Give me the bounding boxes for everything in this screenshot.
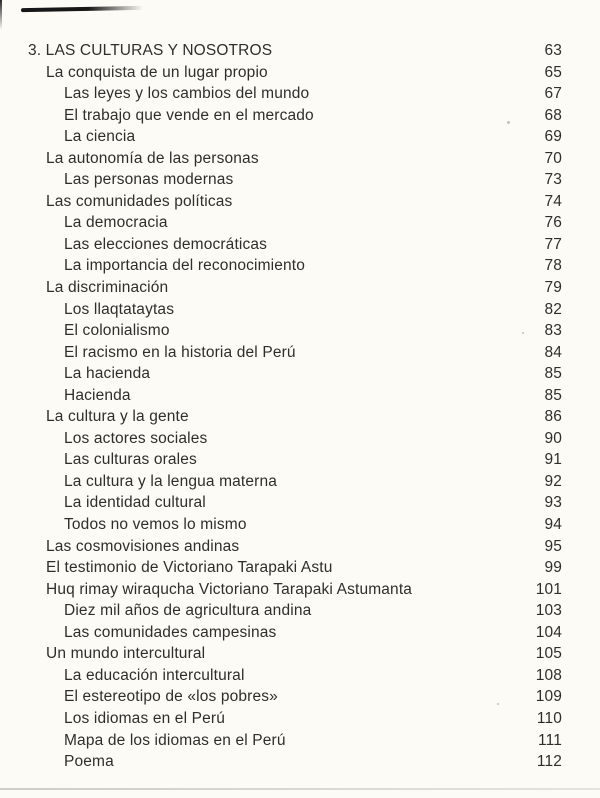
scan-artifact-bottom-edge [0, 788, 600, 790]
toc-entry [0, 363, 600, 385]
toc-entry-page-number: 85 [544, 386, 562, 404]
toc-entry [0, 665, 600, 687]
toc-entry [0, 40, 600, 62]
toc-entry-label: Los idiomas en el Perú [64, 709, 225, 727]
scan-artifact-left-edge [0, 0, 2, 30]
toc-entry-label: Mapa de los idiomas en el Perú [64, 731, 286, 749]
toc-entry [0, 492, 600, 514]
toc-entry-label: Las culturas orales [64, 451, 197, 469]
toc-entry [0, 730, 600, 752]
toc-entry [0, 191, 600, 213]
toc-entry-label: La cultura y la lengua materna [64, 472, 278, 490]
toc-entry [0, 126, 600, 148]
toc-entry-page-number: 84 [544, 343, 562, 361]
toc-entry [0, 622, 600, 644]
toc-entry-label: Las cosmovisiones andinas [46, 537, 240, 555]
toc-entry-page-number: 111 [537, 731, 562, 749]
toc-entry-label: La hacienda [64, 365, 151, 383]
toc-entry-label: El racismo en la historia del Perú [64, 343, 296, 361]
toc-entry-page-number: 68 [544, 106, 562, 124]
toc-entry-label: El estereotipo de «los pobres» [64, 688, 278, 706]
toc-entry-page-number: 82 [544, 300, 562, 318]
toc-entry-label: Las elecciones democráticas [64, 235, 268, 253]
toc-entry-page-number: 95 [544, 537, 562, 555]
toc-entry-label: La autonomía de las personas [46, 149, 259, 167]
toc-entry-page-number: 110 [536, 709, 562, 727]
toc-entry-label: El colonialismo [64, 322, 170, 340]
toc-entry-page-number: 94 [544, 516, 562, 534]
toc-entry-label: El trabajo que vende en el mercado [64, 106, 314, 124]
toc-entry [0, 449, 600, 471]
toc-entry-page-number: 92 [544, 472, 562, 490]
toc-entry-label: Un mundo intercultural [46, 645, 206, 663]
toc-entry-page-number: 78 [544, 257, 562, 275]
toc-entry-page-number: 69 [544, 128, 562, 146]
toc-entry [0, 536, 600, 558]
toc-entry-page-number: 101 [535, 580, 562, 598]
toc-entry [0, 105, 600, 127]
toc-entry [0, 83, 600, 105]
toc-entry [0, 212, 600, 234]
toc-entry-label: Las comunidades políticas [46, 192, 233, 210]
toc-entry-page-number: 67 [544, 85, 562, 103]
toc-entry [0, 62, 600, 84]
toc-entry [0, 406, 600, 428]
toc-entry-label: Las comunidades campesinas [64, 623, 277, 641]
toc-entry-page-number: 104 [535, 623, 562, 641]
scan-artifact-top-edge [21, 6, 143, 12]
toc-entry [0, 514, 600, 536]
toc-entry-label: Poema [64, 753, 114, 771]
toc-entry-page-number: 74 [544, 192, 562, 210]
toc-entry-label: Los llaqtataytas [64, 300, 175, 318]
toc-entry-page-number: 90 [544, 429, 562, 447]
toc-entry-label: La democracia [64, 214, 168, 232]
toc-entry-page-number: 65 [544, 63, 562, 81]
toc-entry [0, 255, 600, 277]
toc-entry-page-number: 108 [535, 666, 562, 684]
toc-entry-label: Huq rimay wiraqucha Victoriano Tarapaki Astumanta [46, 580, 413, 598]
toc-entry-page-number: 99 [544, 559, 562, 577]
toc-list [0, 40, 600, 773]
toc-entry-page-number: 83 [544, 322, 562, 340]
toc-entry [0, 385, 600, 407]
toc-entry [0, 751, 600, 773]
toc-entry-page-number: 79 [544, 279, 562, 297]
toc-entry-label: La educación intercultural [64, 666, 245, 684]
toc-entry-page-number: 112 [536, 753, 562, 771]
toc-entry [0, 643, 600, 665]
toc-entry-page-number: 63 [544, 42, 562, 59]
toc-entry [0, 708, 600, 730]
toc-entry [0, 600, 600, 622]
toc-entry-page-number: 86 [544, 408, 562, 426]
toc-entry-page-number: 93 [544, 494, 562, 512]
toc-entry-label: La discriminación [46, 279, 169, 297]
toc-entry-label: Hacienda [64, 386, 131, 404]
toc-entry-page-number: 109 [535, 688, 562, 706]
toc-entry-page-number: 105 [535, 645, 562, 663]
toc-entry [0, 342, 600, 364]
toc-entry-page-number: 70 [544, 149, 562, 167]
toc-entry-page-number: 76 [544, 214, 562, 232]
toc-entry [0, 277, 600, 299]
toc-entry-label: Diez mil años de agricultura andina [64, 602, 312, 620]
toc-entry-label: Las personas modernas [64, 171, 234, 189]
toc-entry [0, 169, 600, 191]
toc-entry-label: 3. LAS CULTURAS Y NOSOTROS [28, 42, 273, 59]
toc-entry-page-number: 103 [535, 602, 562, 620]
toc-entry-label: La ciencia [64, 128, 136, 146]
toc-entry-page-number: 73 [544, 171, 562, 189]
toc-entry-label: El testimonio de Victoriano Tarapaki Astu [46, 559, 333, 577]
toc-entry-page-number: 91 [544, 451, 562, 469]
toc-entry [0, 471, 600, 493]
toc-entry-label: Los actores sociales [64, 429, 208, 447]
toc-entry [0, 557, 600, 579]
toc-entry-page-number: 85 [544, 365, 562, 383]
toc-entry-label: Las leyes y los cambios del mundo [64, 85, 310, 103]
toc-entry-label: Todos no vemos lo mismo [64, 516, 247, 534]
toc-entry [0, 234, 600, 256]
toc-entry [0, 579, 600, 601]
toc-entry-label: La cultura y la gente [46, 408, 189, 426]
toc-entry-label: La conquista de un lugar propio [46, 63, 268, 81]
toc-entry [0, 299, 600, 321]
toc-entry [0, 320, 600, 342]
toc-entry [0, 148, 600, 170]
toc-entry-page-number: 77 [544, 235, 562, 253]
toc-entry-label: La importancia del reconocimiento [64, 257, 306, 275]
toc-entry-label: La identidad cultural [64, 494, 206, 512]
toc-entry [0, 428, 600, 450]
toc-entry [0, 686, 600, 708]
